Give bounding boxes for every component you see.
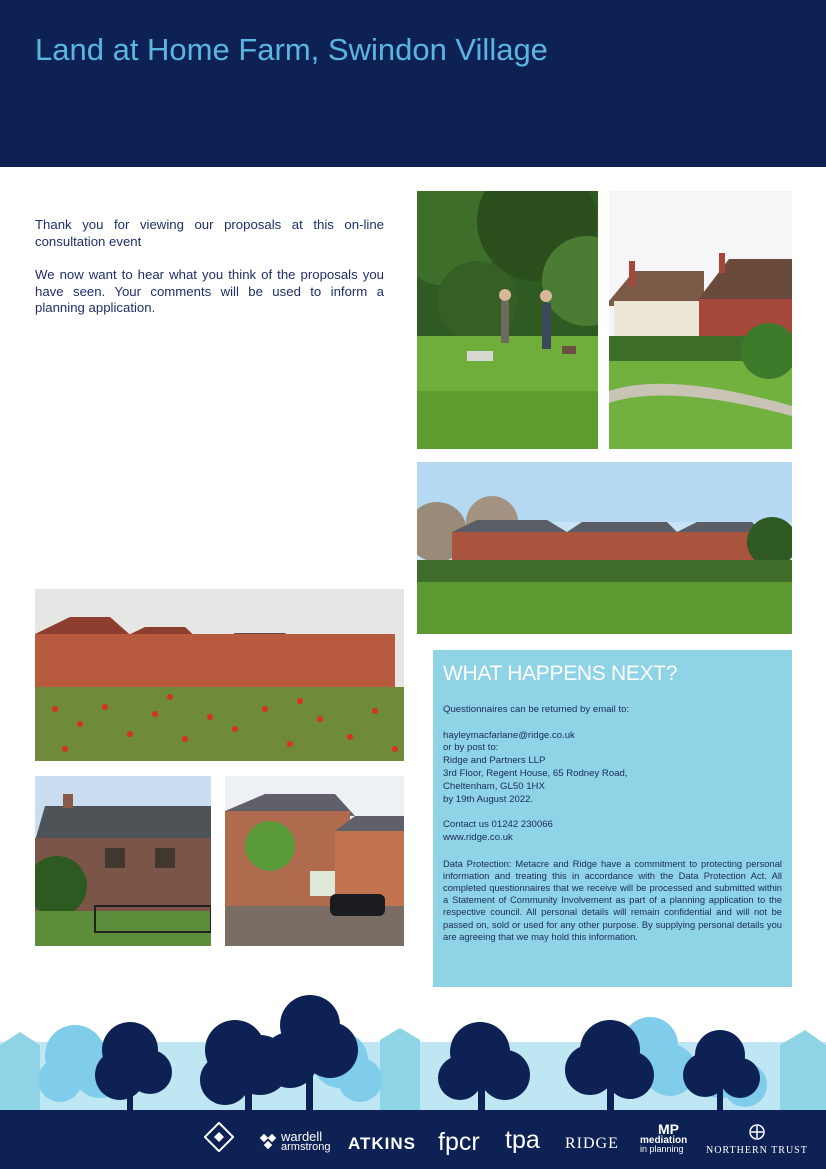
- contact-phone: Contact us 01242 230066: [443, 819, 553, 831]
- tree-silhouette-illustration: [0, 990, 826, 1115]
- contact-email[interactable]: hayleymacfarlane@ridge.co.uk: [443, 729, 575, 741]
- park-photo: [417, 191, 598, 449]
- data-protection-text: Data Protection: Metacre and Ridge have a commitment to protecting personal information and treating this in accordance with the Data Protection Act. All completed questionnaires that we receive will be processed and submitted within a Statement of Community Involvement as part of a planning application to the respective council. All personal details will remain confidential and will not be passed on, sold or used for any other purpose. By supplying personal details you are agreeing that we may hold this information.: [443, 857, 782, 942]
- questionnaire-intro: Questionnaires can be returned by email to:: [443, 704, 630, 715]
- or-post-text: or by post to:: [443, 742, 499, 754]
- wardell-text: wardell: [281, 1129, 323, 1144]
- website-link[interactable]: www.ridge.co.uk: [443, 831, 513, 843]
- header-banner: [0, 0, 826, 167]
- terrace-field-photo: [417, 462, 792, 634]
- mediation-text: mediation: [640, 1135, 688, 1146]
- northern-trust-crest-icon: [742, 1124, 772, 1140]
- deadline-text: by 19th August 2022.: [443, 793, 534, 805]
- atkins-logo: ATKINS: [348, 1134, 417, 1153]
- metacre-logo: [204, 1122, 234, 1157]
- address-line-2: 3rd Floor, Regent House, 65 Rodney Road,: [443, 767, 628, 779]
- houses-path-photo: [609, 191, 792, 449]
- armstrong-text: armstrong: [281, 1141, 331, 1153]
- in-planning-text: in planning: [640, 1144, 684, 1154]
- what-happens-next-heading: WHAT HAPPENS NEXT?: [443, 662, 678, 685]
- mp-mark: MP: [658, 1121, 679, 1137]
- intro-paragraph-1: Thank you for viewing our proposals at this on-line consultation event: [35, 217, 384, 249]
- northern-trust-logo: [706, 1124, 808, 1156]
- fpcr-logo: fpcr: [438, 1128, 480, 1156]
- tpa-logo: tpa: [505, 1126, 540, 1154]
- mediation-in-planning-logo: [640, 1122, 687, 1154]
- address-line-1: Ridge and Partners LLP: [443, 755, 546, 767]
- northern-trust-text: NORTHERN TRUST: [706, 1145, 808, 1156]
- farmhouse-photo: [35, 776, 211, 946]
- modern-house-photo: [225, 776, 404, 946]
- intro-text: [35, 217, 384, 334]
- what-happens-next-panel: [433, 650, 792, 987]
- poppy-field-photo: [35, 589, 404, 761]
- address-line-3: Cheltenham, GL50 1HX: [443, 780, 545, 792]
- wardell-armstrong-icon: [258, 1132, 278, 1152]
- wardell-armstrong-logo: [258, 1131, 331, 1153]
- intro-paragraph-2: We now want to hear what you think of the proposals you have seen. Your comments will be used to inform a planning application.: [35, 267, 384, 315]
- ridge-logo: RIDGE: [565, 1135, 619, 1152]
- page-title: Land at Home Farm, Swindon Village: [35, 32, 548, 67]
